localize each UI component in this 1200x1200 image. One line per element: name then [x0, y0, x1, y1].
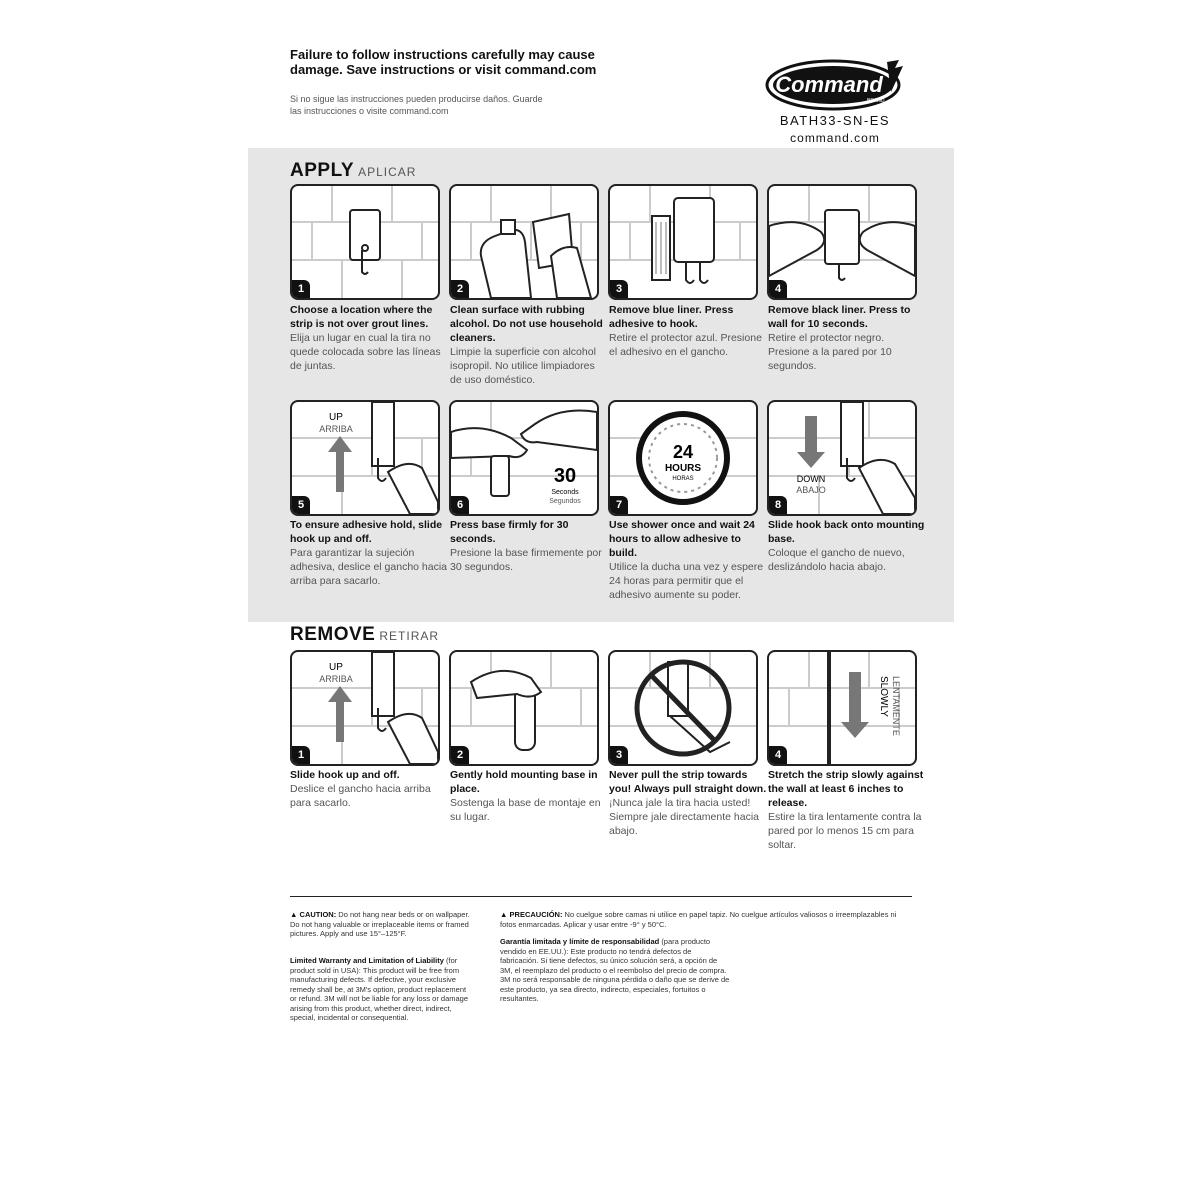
svg-text:Seconds: Seconds — [551, 489, 579, 496]
remove-step-3-caption: Never pull the strip towards you! Always pull straight down. ¡Nunca jale la tira hacia usted! Siempre jale directamente hacia abajo. — [609, 769, 767, 837]
step-number-badge: 5 — [292, 496, 310, 514]
remove-step-4-caption: Stretch the strip slowly against the wall at least 6 inches to release. Estire la tira lentamente contra la pared por lo menos 15 cm para soltar. — [768, 769, 924, 851]
step-number-badge: 7 — [610, 496, 628, 514]
apply-step-2-caption: Clean surface with rubbing alcohol. Do not use household cleaners. Limpie la superficie con alcohol isopropil. No utilice limpiadores de uso doméstico. — [450, 304, 603, 386]
remove-heading: REMOVE RETIRAR — [290, 624, 440, 645]
apply-step-7-caption: Use shower once and wait 24 hours to allow adhesive to build. Utilice la ducha una vez y espere 24 horas para permitir que el adhesivo aumente su poder. — [609, 519, 764, 601]
apply-step-3-illustration — [608, 184, 758, 300]
warning-triangle-icon: ▲ — [500, 910, 508, 919]
apply-step-3-caption: Remove blue liner. Press adhesive to hook. Retire el protector azul. Presione el adhesivo en el gancho. — [609, 304, 762, 358]
caution-spanish: ▲ PRECAUCIÓN: No cuelgue sobre camas ni utilice en papel tapiz. No cuelgue artículos valiosos o irreemplazables ni fotos enmarcadas. Aplicar y usar entre -9° y 50°C. — [500, 910, 897, 929]
step-number-badge: 2 — [451, 280, 469, 298]
remove-step-2-illustration — [449, 650, 599, 766]
step-number-badge: 3 — [610, 280, 628, 298]
apply-step-5-caption: To ensure adhesive hold, slide hook up and off. Para garantizar la sujeción adhesiva, deslice el gancho hacia arriba para sacarlo. — [290, 519, 448, 587]
arrow-down-icon — [841, 672, 869, 738]
apply-step-7-illustration — [608, 400, 758, 516]
logo-brand-tag: BRAND — [867, 98, 885, 104]
step-number-badge: 1 — [292, 280, 310, 298]
svg-text:UP: UP — [329, 412, 343, 423]
remove-step-3-illustration — [608, 650, 758, 766]
website: command.com — [790, 131, 880, 145]
logo-wordmark: Command — [775, 72, 883, 97]
svg-text:24: 24 — [672, 442, 694, 462]
warning-english: Failure to follow instructions carefully may cause damage. Save instructions or visit command.com — [290, 47, 597, 77]
step-number-badge: 6 — [451, 496, 469, 514]
remove-step-4-illustration — [767, 650, 917, 766]
apply-step-1-illustration — [290, 184, 440, 300]
command-logo — [765, 58, 905, 112]
remove-step-1-caption: Slide hook up and off. Deslice el gancho hacia arriba para sacarlo. — [290, 769, 431, 809]
svg-text:Segundos: Segundos — [549, 498, 581, 505]
caution-english: ▲ CAUTION: Do not hang near beds or on wallpaper. Do not hang valuable or irreplaceable items or framed pictures. Apply and use 15°–125°F. — [290, 910, 470, 938]
arrow-up-icon — [328, 686, 352, 742]
apply-step-2-illustration — [449, 184, 599, 300]
divider — [290, 896, 912, 897]
svg-text:LENTAMENTE: LENTAMENTE — [891, 676, 901, 736]
step-number-badge: 1 — [292, 746, 310, 764]
warranty-english: Limited Warranty and Limitation of Liability (for product sold in USA): This product will be free from manufacturing defects. If defective, your exclusive remedy shall be, at 3M's option, product replacement or refund. 3M will not be liable for any loss or damage arising from this product, whether direct, indirect, special, incidental or consequential. — [290, 956, 469, 1022]
warning-triangle-icon: ▲ — [290, 910, 298, 919]
apply-step-8-illustration — [767, 400, 917, 516]
step-number-badge: 2 — [451, 746, 469, 764]
svg-text:ARRIBA: ARRIBA — [319, 674, 353, 684]
product-code: BATH33-SN-ES — [779, 113, 891, 128]
step-number-badge: 8 — [769, 496, 787, 514]
apply-step-6-illustration — [449, 400, 599, 516]
svg-text:ARRIBA: ARRIBA — [319, 424, 353, 434]
apply-step-4-caption: Remove black liner. Press to wall for 10 seconds. Retire el protector negro. Presione a la pared por 10 segundos. — [768, 304, 911, 372]
arrow-up-icon — [328, 436, 352, 492]
step-number-badge: 3 — [610, 746, 628, 764]
warranty-spanish: Garantía limitada y límite de responsabilidad (para producto vendido en EE.UU.): Este producto no tendrá defectos de fabricación. Si tiene defectos, su único solución será, a opción de 3M, el reemplazo del producto o el reembolso del precio de compra. 3M no será responsable de ninguna pérdida o daño que se derive de este producto, ya sea directo, indirecto, especiales, fortuitos o resultantes. — [500, 937, 730, 1003]
svg-text:HORAS: HORAS — [672, 476, 694, 482]
remove-step-1-illustration — [290, 650, 440, 766]
arrow-down-icon — [797, 416, 825, 468]
apply-step-5-illustration — [290, 400, 440, 516]
svg-text:DOWN: DOWN — [796, 474, 826, 484]
step-number-badge: 4 — [769, 280, 787, 298]
remove-step-2-caption: Gently hold mounting base in place. Sostenga la base de montaje en su lugar. — [450, 769, 601, 823]
svg-text:HOURS: HOURS — [664, 463, 702, 474]
warning-spanish: Si no sigue las instrucciones pueden producirse daños. Guarde las instrucciones o visite command.com — [290, 94, 543, 116]
apply-step-1-caption: Choose a location where the strip is not over grout lines. Elija un lugar en cual la tira no quede colocada sobre las líneas de juntas. — [290, 304, 441, 372]
apply-heading: APPLY APLICAR — [290, 160, 417, 181]
apply-step-4-illustration — [767, 184, 917, 300]
step-number-badge: 4 — [769, 746, 787, 764]
apply-step-6-caption: Press base firmly for 30 seconds. Presione la base firmemente por 30 segundos. — [450, 519, 602, 573]
svg-text:ABAJO: ABAJO — [796, 485, 826, 495]
apply-step-8-caption: Slide hook back onto mounting base. Coloque el gancho de nuevo, deslizándolo hacia abajo. — [768, 519, 925, 573]
svg-text:30: 30 — [553, 465, 577, 487]
svg-text:SLOWLY: SLOWLY — [878, 676, 889, 717]
svg-text:UP: UP — [329, 662, 343, 673]
